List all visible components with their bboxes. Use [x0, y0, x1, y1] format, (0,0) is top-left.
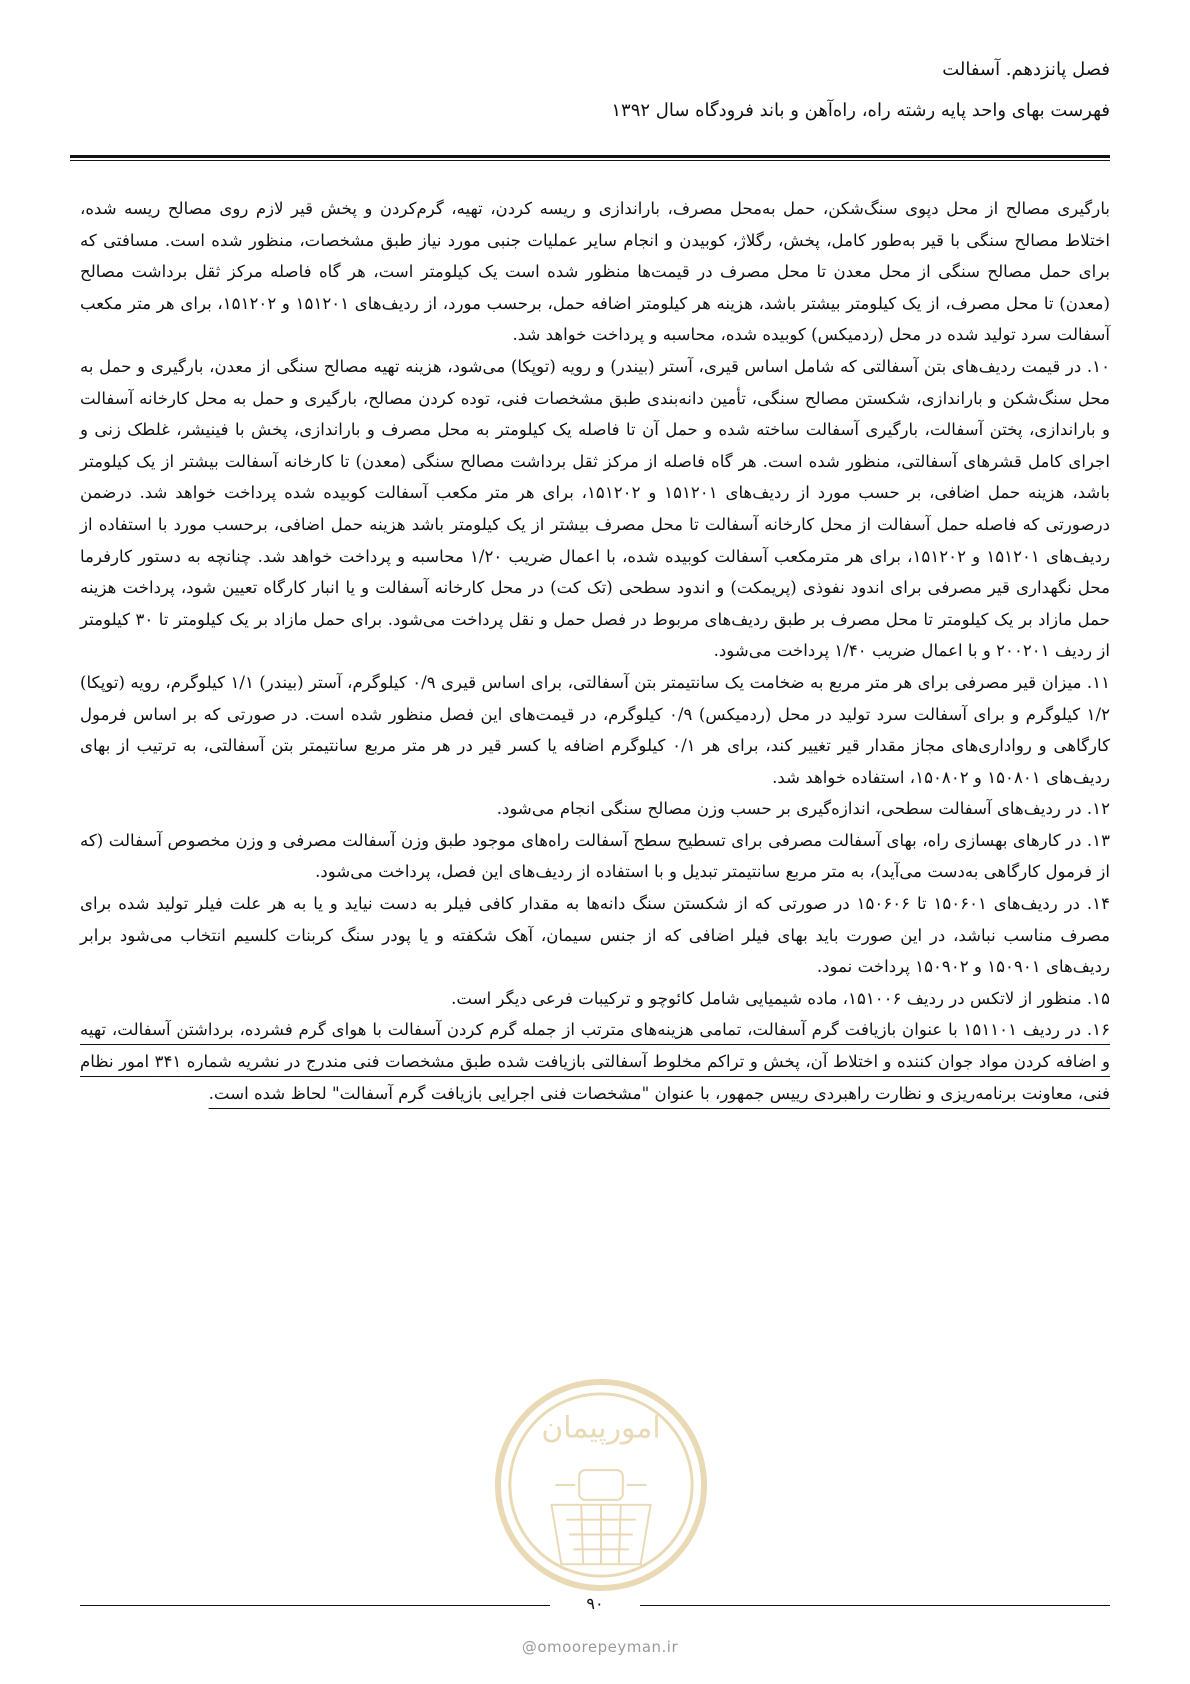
- body-text: [80, 193, 1110, 1109]
- paragraph-item-14: ۱۴. در ردیف‌های ۱۵۰۶۰۱ تا ۱۵۰۶۰۶ در صورتی که از شکستن سنگ دانه‌ها به مقدار کافی فیلر به دست نیاید و یا به هر علت فیلر تولید شده برای مصرف مناسب نباشد، در این صورت باید بهای فیلر اضافی که از جنس سیمان، آهک شکفته و یا پودر سنگ کربنات کلسیم انتخاب می‌شود برابر ردیف‌های ۱۵۰۹۰۱ و ۱۵۰۹۰۲ پرداخت نمود.: [80, 894, 1110, 977]
- footer-rule-left: [80, 1605, 550, 1606]
- page-number: ۹۰: [586, 1594, 604, 1613]
- paragraph-item-12: ۱۲. در ردیف‌های آسفالت سطحی، اندازه‌گیری بر حسب وزن مصالح سنگی انجام می‌شود.: [496, 799, 1110, 819]
- footer-rule-right: [640, 1605, 1110, 1606]
- paragraph: بارگیری مصالح از محل دپوی سنگ‌شکن، حمل به‌محل مصرف، باراندازی و ریسه کردن، تهیه، گرم‌کردن و پخش قیر لازم روی مصالح ریسه شده، اختلاط مصالح سنگی با قیر به‌طور کامل، پخش، رگلاژ، کوبیدن و انجام سایر عملیات جنبی مورد نیاز طبق مشخصات، منظور شده است. مسافتی که برای حمل مصالح سنگی از محل معدن تا محل مصرف در قیمت‌ها منظور شده است یک کیلومتر است، هر گاه فاصله مرکز ثقل برداشت مصالح (معدن) تا محل مصرف، از یک کیلومتر بیشتر باشد، هزینه هر کیلومتر اضافه حمل، برحسب مورد، از ردیف‌های ۱۵۱۲۰۱ و ۱۵۱۲۰۲، برای هر متر مکعب آسفالت سرد تولید شده در محل (ردمیکس) کوبیده شده، محاسبه و پرداخت خواهد شد.: [80, 199, 1110, 345]
- website-url: @omoorepeyman.ir: [521, 1638, 679, 1656]
- paragraph-item-16: [80, 1014, 1110, 1109]
- chapter-title: فصل پانزدهم. آسفالت: [942, 59, 1110, 80]
- paragraph-item-15: ۱۵. منظور از لاتکس در ردیف ۱۵۱۰۰۶، ماده شیمیایی شامل کائوچو و ترکیبات فرعی دیگر است.: [451, 988, 1110, 1008]
- underlined-text: ۱۶. در ردیف ۱۵۱۱۰۱ با عنوان بازیافت گرم آسفالت، تمامی هزینه‌های مترتب از جمله گرم کردن آسفالت با هوای گرم فشرده، برداشتن آسفالت، تهیه و اضافه کردن مواد جوان کننده و اختلاط آن، پخش و تراکم مخلوط آسفالتی بازیافت شده طبق مشخصات فنی مندرج در نشریه شماره ۳۴۱ امور نظام فنی، معاونت برنامه‌ریزی و نظارت راهبردی رییس جمهور، با عنوان "مشخصات فنی اجرایی بازیافت گرم آسفالت" لحاظ شده است.: [80, 1020, 1110, 1103]
- paragraph-item-11: ۱۱. میزان قیر مصرفی برای هر متر مربع به ضخامت یک سانتیمتر بتن آسفالتی، برای اساس قیری ۰/۹ کیلوگرم، آستر (بیندر) ۱/۱ کیلوگرم، رویه (توپکا) ۱/۲ کیلوگرم و برای آسفالت سرد تولید در محل (ردمیکس) ۰/۹ کیلوگرم، در قیمت‌های این فصل منظور شده است. در صورتی که بر اساس فرمول کارگاهی و رواداری‌های مجاز مقدار قیر تغییر کند، برای هر ۰/۱ کیلوگرم اضافه یا کسر قیر در هر متر مربع سانتیمتر بتن آسفالتی، به ترتیب از بهای ردیف‌های ۱۵۰۸۰۱ و ۱۵۰۸۰۲، استفاده خواهد شد.: [80, 672, 1110, 787]
- document-subtitle: فهرست بهای واحد پایه رشته راه، راه‌آهن و باند فرودگاه سال ۱۳۹۲: [611, 100, 1110, 121]
- header-rule-thick: [70, 155, 1110, 158]
- seal-logo-icon: [492, 1376, 710, 1594]
- watermark-text: امورپیمان: [541, 1410, 661, 1446]
- watermark-seal: [492, 1376, 710, 1594]
- paragraph-item-10: ۱۰. در قیمت ردیف‌های بتن آسفالتی که شامل اساس قیری، آستر (بیندر) و رویه (توپکا) می‌شود، هزینه تهیه مصالح سنگی از معدن، بارگیری و حمل به محل سنگ‌شکن و باراندازی، شکستن مصالح سنگی، تأمین دانه‌بندی طبق مشخصات فنی، توده کردن مصالح، بارگیری و حمل به محل کارخانه آسفالت و باراندازی، پختن آسفالت، بارگیری آسفالت ساخته شده و حمل آن تا فاصله یک کیلومتر به محل مصرف و باراندازی، پخش با فینیشر، غلطک زنی و اجرای کامل قشرهای آسفالتی، منظور شده است. هر گاه فاصله از مرکز ثقل برداشت مصالح سنگی (معدن) تا کارخانه آسفالت بیشتر از یک کیلومتر باشد، هزینه حمل اضافی، بر حسب مورد از ردیف‌های ۱۵۱۲۰۱ و ۱۵۱۲۰۲، برای هر متر مکعب آسفالت کوبیده شده پرداخت خواهد شد. درضمن درصورتی که فاصله حمل آسفالت از محل کارخانه آسفالت تا محل مصرف بیشتر از یک کیلومتر باشد هزینه حمل اضافی، برحسب مورد با استفاده از ردیف‌های ۱۵۱۲۰۱ و ۱۵۱۲۰۲، برای هر مترمکعب آسفالت کوبیده شده، با اعمال ضریب ۱/۲۰ محاسبه و پرداخت خواهد شد. چنانچه به دستور کارفرما محل نگهداری قیر مصرفی برای اندود نفوذی (پریمکت) و اندود سطحی (تک کت) در محل کارخانه آسفالت و یا انبار کارگاه تعیین شود، پرداخت هزینه حمل مازاد بر یک کیلومتر تا محل مصرف بر طبق ردیف‌های مربوط در فصل حمل و نقل پرداخت می‌شود. برای حمل مازاد بر یک کیلومتر تا ۳۰ کیلومتر از ردیف ۲۰۰۲۰۱ و با اعمال ضریب ۱/۴۰ پرداخت می‌شود.: [80, 356, 1110, 661]
- page-header: [70, 58, 1110, 123]
- paragraph-item-13: ۱۳. در کارهای بهسازی راه، بهای آسفالت مصرفی برای تسطیح سطح آسفالت راه‌های موجود طبق وزن آسفالت مصرفی و وزن مخصوص آسفالت (که از فرمول کارگاهی به‌دست می‌آید)، به متر مربع سانتیمتر تبدیل و با استفاده از ردیف‌های این فصل، پرداخت می‌شود.: [80, 830, 1110, 882]
- header-rule-thin: [70, 160, 1110, 161]
